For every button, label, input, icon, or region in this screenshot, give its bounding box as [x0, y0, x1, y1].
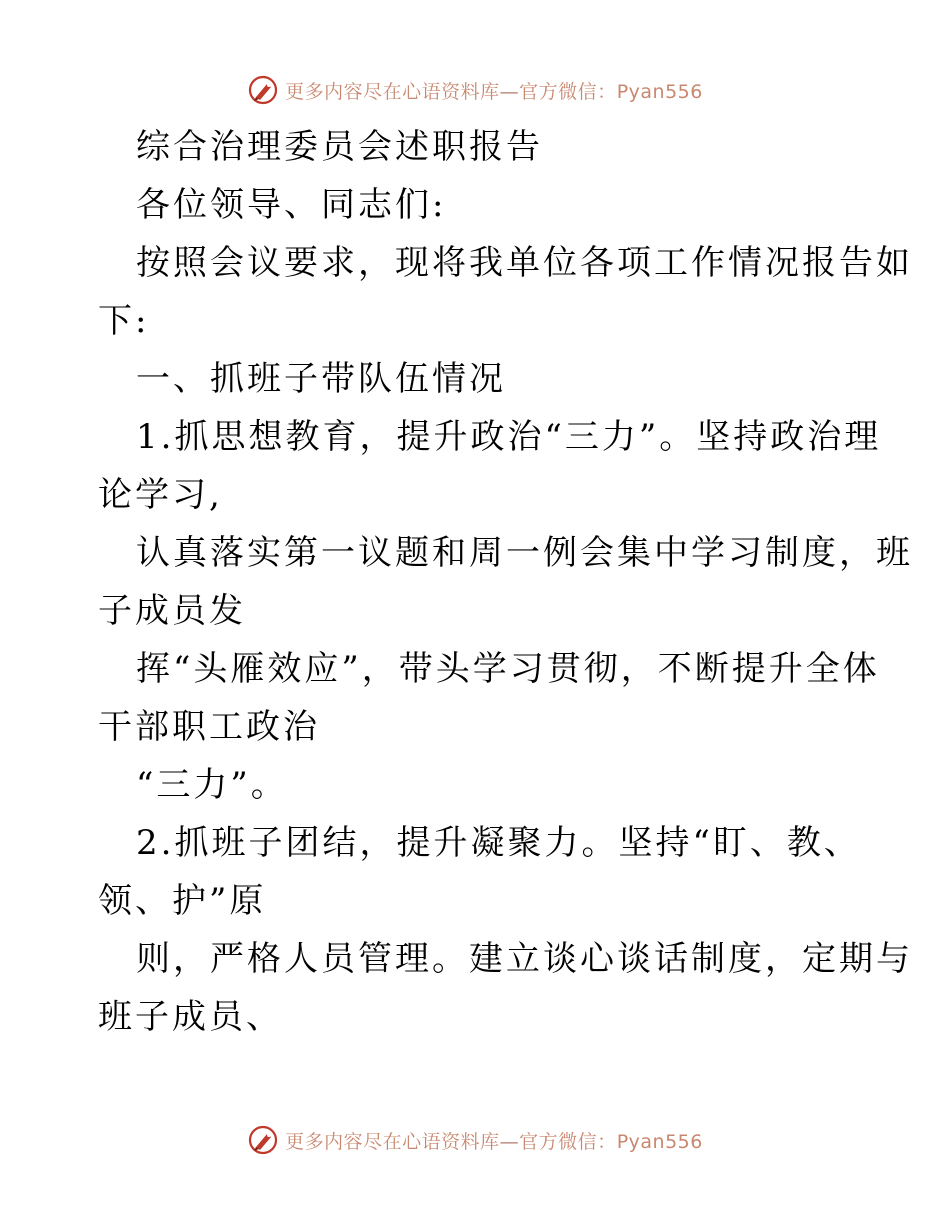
- text-line: 下:: [98, 301, 150, 341]
- text-line: 1.抓思想教育，提升政治“三力”。坚持政治理: [136, 417, 882, 457]
- watermark-id: Pyan556: [616, 80, 703, 103]
- text-line: 2.抓班子团结，提升凝聚力。坚持“盯、教、: [136, 823, 861, 863]
- watermark-prefix: 更多内容尽在心语资料库: [285, 1130, 500, 1153]
- pen-logo-icon: [247, 74, 279, 106]
- document-title: 综合治理委员会述职报告: [136, 127, 543, 167]
- watermark-dash: —: [499, 80, 520, 103]
- watermark-suffix: 官方微信：: [519, 1130, 617, 1153]
- text-line: “三力”。: [136, 765, 288, 805]
- document-body: [98, 118, 913, 1046]
- text-line: 则，严格人员管理。建立谈心谈话制度，定期与: [136, 939, 913, 979]
- text-line: 子成员发: [98, 591, 246, 631]
- watermark-text: [285, 77, 703, 104]
- text-line: 认真落实第一议题和周一例会集中学习制度，班: [136, 533, 913, 573]
- watermark-prefix: 更多内容尽在心语资料库: [285, 80, 500, 103]
- pen-logo-icon: [247, 1124, 279, 1156]
- watermark-suffix: 官方微信：: [519, 80, 617, 103]
- text-line: 领、护”原: [98, 881, 267, 921]
- watermark-id: Pyan556: [616, 1130, 703, 1153]
- text-line: 挥“头雁效应”，带头学习贯彻，不断提升全体: [136, 649, 880, 689]
- text-line: 按照会议要求，现将我单位各项工作情况报告如: [136, 243, 913, 283]
- watermark-text: [285, 1127, 703, 1154]
- watermark-dash: —: [499, 1130, 520, 1153]
- footer-watermark: [0, 1120, 950, 1160]
- text-line: 班子成员、: [98, 997, 283, 1037]
- text-line: 一、抓班子带队伍情况: [136, 359, 506, 399]
- header-watermark: [0, 70, 950, 110]
- text-line: 干部职工政治: [98, 707, 320, 747]
- text-line: 各位领导、同志们:: [136, 185, 447, 225]
- text-line: 论学习,: [98, 475, 223, 515]
